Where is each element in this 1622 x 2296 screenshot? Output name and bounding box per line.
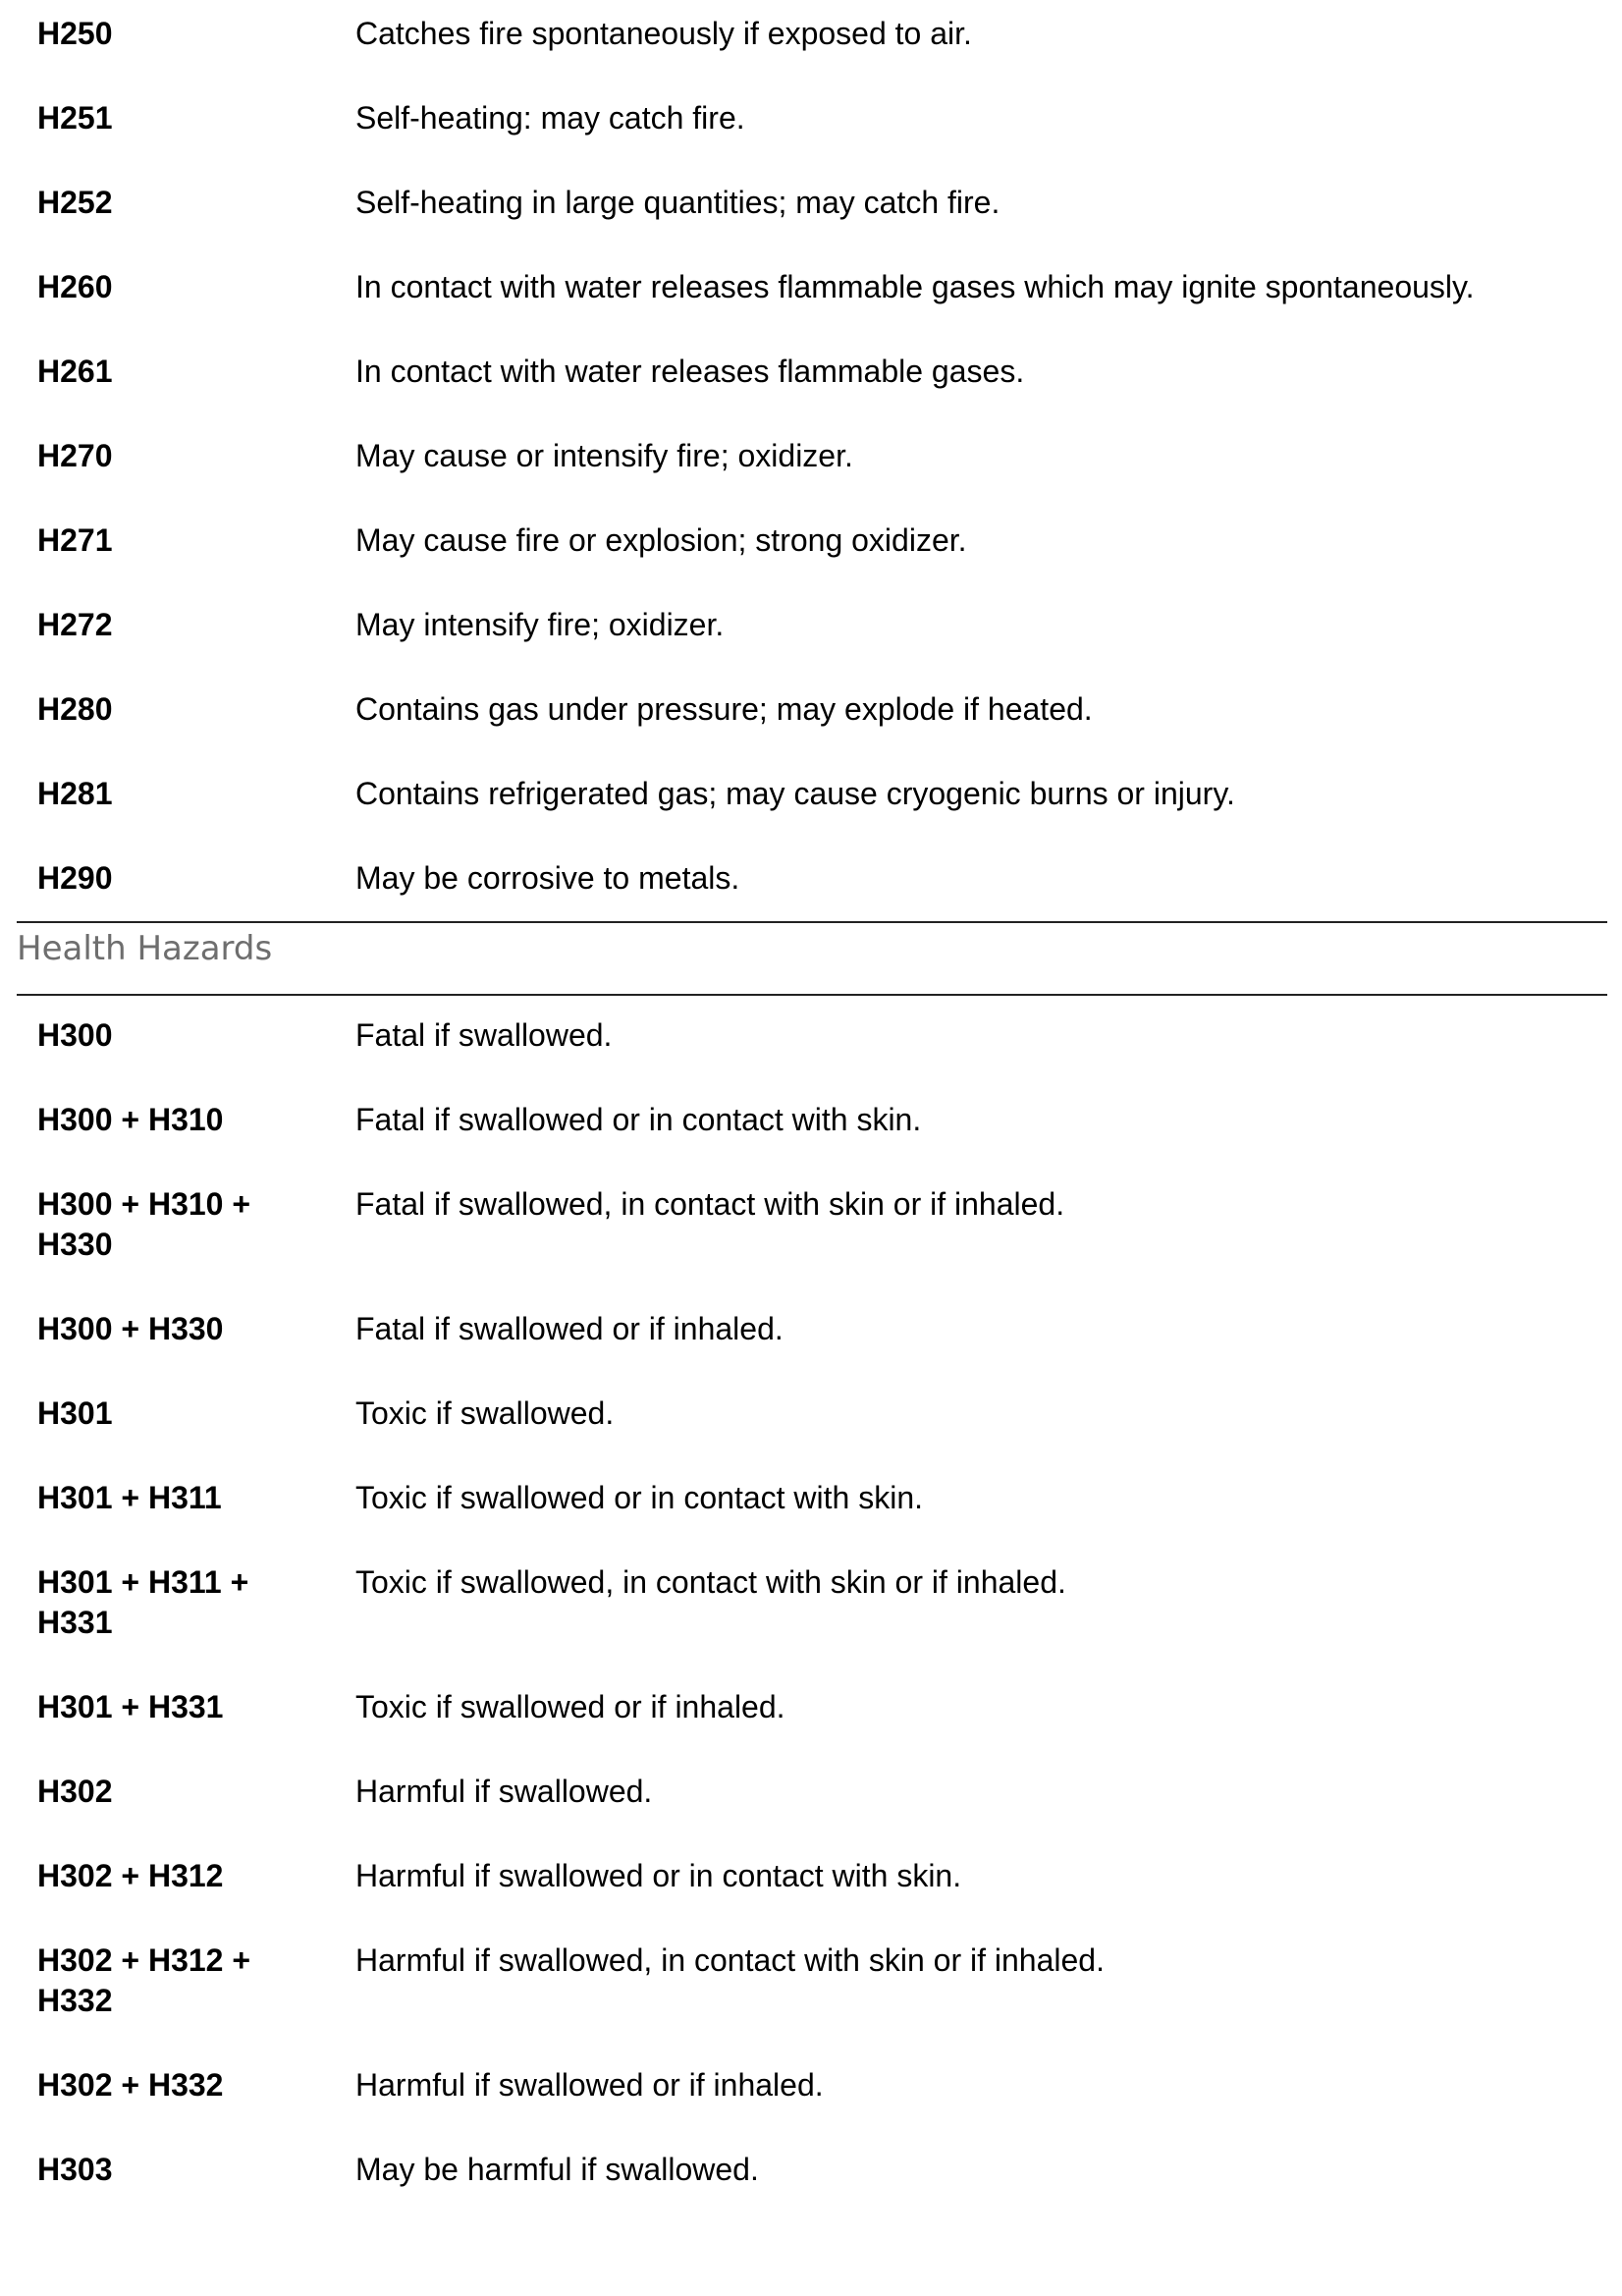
hazard-code: [37, 1687, 332, 1727]
hazard-code: H252: [37, 185, 113, 220]
section-title: Health Hazards: [17, 929, 273, 968]
hazard-statement: May intensify fire; oxidizer.: [355, 607, 725, 642]
hazard-code: [37, 1562, 332, 1643]
hazard-statement: Fatal if swallowed or in contact with skin.: [355, 1102, 922, 1137]
section-divider-bottom: [17, 994, 1607, 996]
hazard-code: H271: [37, 522, 113, 558]
section-divider-top: [17, 921, 1607, 923]
hazard-statement: Harmful if swallowed or in contact with skin.: [355, 1858, 962, 1893]
hazard-code: H281: [37, 776, 113, 811]
hazard-statement: May be corrosive to metals.: [355, 860, 740, 896]
hazard-code-line: H331: [37, 1605, 113, 1640]
hazard-code: [37, 1015, 332, 1056]
hazard-code: [37, 1309, 332, 1349]
hazard-code-line: H302 + H312: [37, 1858, 224, 1893]
hazard-statement: Self-heating in large quantities; may catch fire.: [355, 185, 1000, 220]
hazard-code-line: H330: [37, 1227, 113, 1262]
hazard-code: [37, 1772, 332, 1812]
hazard-code: H261: [37, 354, 113, 389]
hazard-code: [37, 1941, 332, 2021]
hazard-code-line: H301 + H331: [37, 1689, 224, 1724]
hazard-statement: Fatal if swallowed, in contact with skin or if inhaled.: [355, 1186, 1065, 1222]
hazard-code: [37, 1394, 332, 1434]
hazard-code: [37, 2065, 332, 2105]
hazard-code: H272: [37, 607, 113, 642]
hazard-statement: Contains refrigerated gas; may cause cryogenic burns or injury.: [355, 776, 1235, 811]
hazard-code-line: H301: [37, 1395, 113, 1431]
hazard-statement: Fatal if swallowed or if inhaled.: [355, 1311, 784, 1346]
hazard-code-line: H300 + H330: [37, 1311, 224, 1346]
hazard-code-line: H301 + H311: [37, 1480, 222, 1515]
hazard-code-line: H302: [37, 1774, 113, 1809]
hazard-statement: May cause or intensify fire; oxidizer.: [355, 438, 853, 473]
hazard-code: H270: [37, 438, 113, 473]
hazard-code: [37, 1856, 332, 1896]
hazard-code-line: H332: [37, 1983, 113, 2018]
hazard-code-line: H302 + H312 +: [37, 1942, 251, 1978]
hazard-statement: Toxic if swallowed, in contact with skin or if inhaled.: [355, 1564, 1066, 1600]
hazard-code: [37, 2150, 332, 2190]
hazard-code: H290: [37, 860, 113, 896]
hazard-statement: In contact with water releases flammable gases which may ignite spontaneously.: [355, 269, 1475, 304]
hazard-code-line: H300: [37, 1017, 113, 1053]
hazard-code: H251: [37, 100, 113, 136]
hazard-code-line: H300 + H310 +: [37, 1186, 251, 1222]
hazard-statement: Harmful if swallowed.: [355, 1774, 653, 1809]
hazard-statement: Toxic if swallowed or if inhaled.: [355, 1689, 785, 1724]
hazard-code-line: H302 + H332: [37, 2067, 224, 2103]
hazard-statement: Fatal if swallowed.: [355, 1017, 613, 1053]
hazard-statement: Contains gas under pressure; may explode if heated.: [355, 691, 1093, 727]
hazard-statement: Toxic if swallowed.: [355, 1395, 615, 1431]
hazard-statement: Toxic if swallowed or in contact with skin.: [355, 1480, 923, 1515]
hazard-statement: Self-heating: may catch fire.: [355, 100, 745, 136]
hazard-code: H250: [37, 16, 113, 51]
hazard-statement: Catches fire spontaneously if exposed to air.: [355, 16, 972, 51]
hazard-code: [37, 1478, 332, 1518]
hazard-statement: Harmful if swallowed, in contact with skin or if inhaled.: [355, 1942, 1105, 1978]
hazard-statement: Harmful if swallowed or if inhaled.: [355, 2067, 824, 2103]
hazard-statement: In contact with water releases flammable gases.: [355, 354, 1025, 389]
hazard-code: H280: [37, 691, 113, 727]
hazard-statement: May be harmful if swallowed.: [355, 2152, 759, 2187]
hazard-code: [37, 1184, 332, 1265]
hazard-code-line: H301 + H311 +: [37, 1564, 249, 1600]
hazard-code-line: H303: [37, 2152, 113, 2187]
hazard-code-line: H300 + H310: [37, 1102, 224, 1137]
hazard-code: H260: [37, 269, 113, 304]
hazard-statement: May cause fire or explosion; strong oxidizer.: [355, 522, 967, 558]
hazard-code: [37, 1100, 332, 1140]
